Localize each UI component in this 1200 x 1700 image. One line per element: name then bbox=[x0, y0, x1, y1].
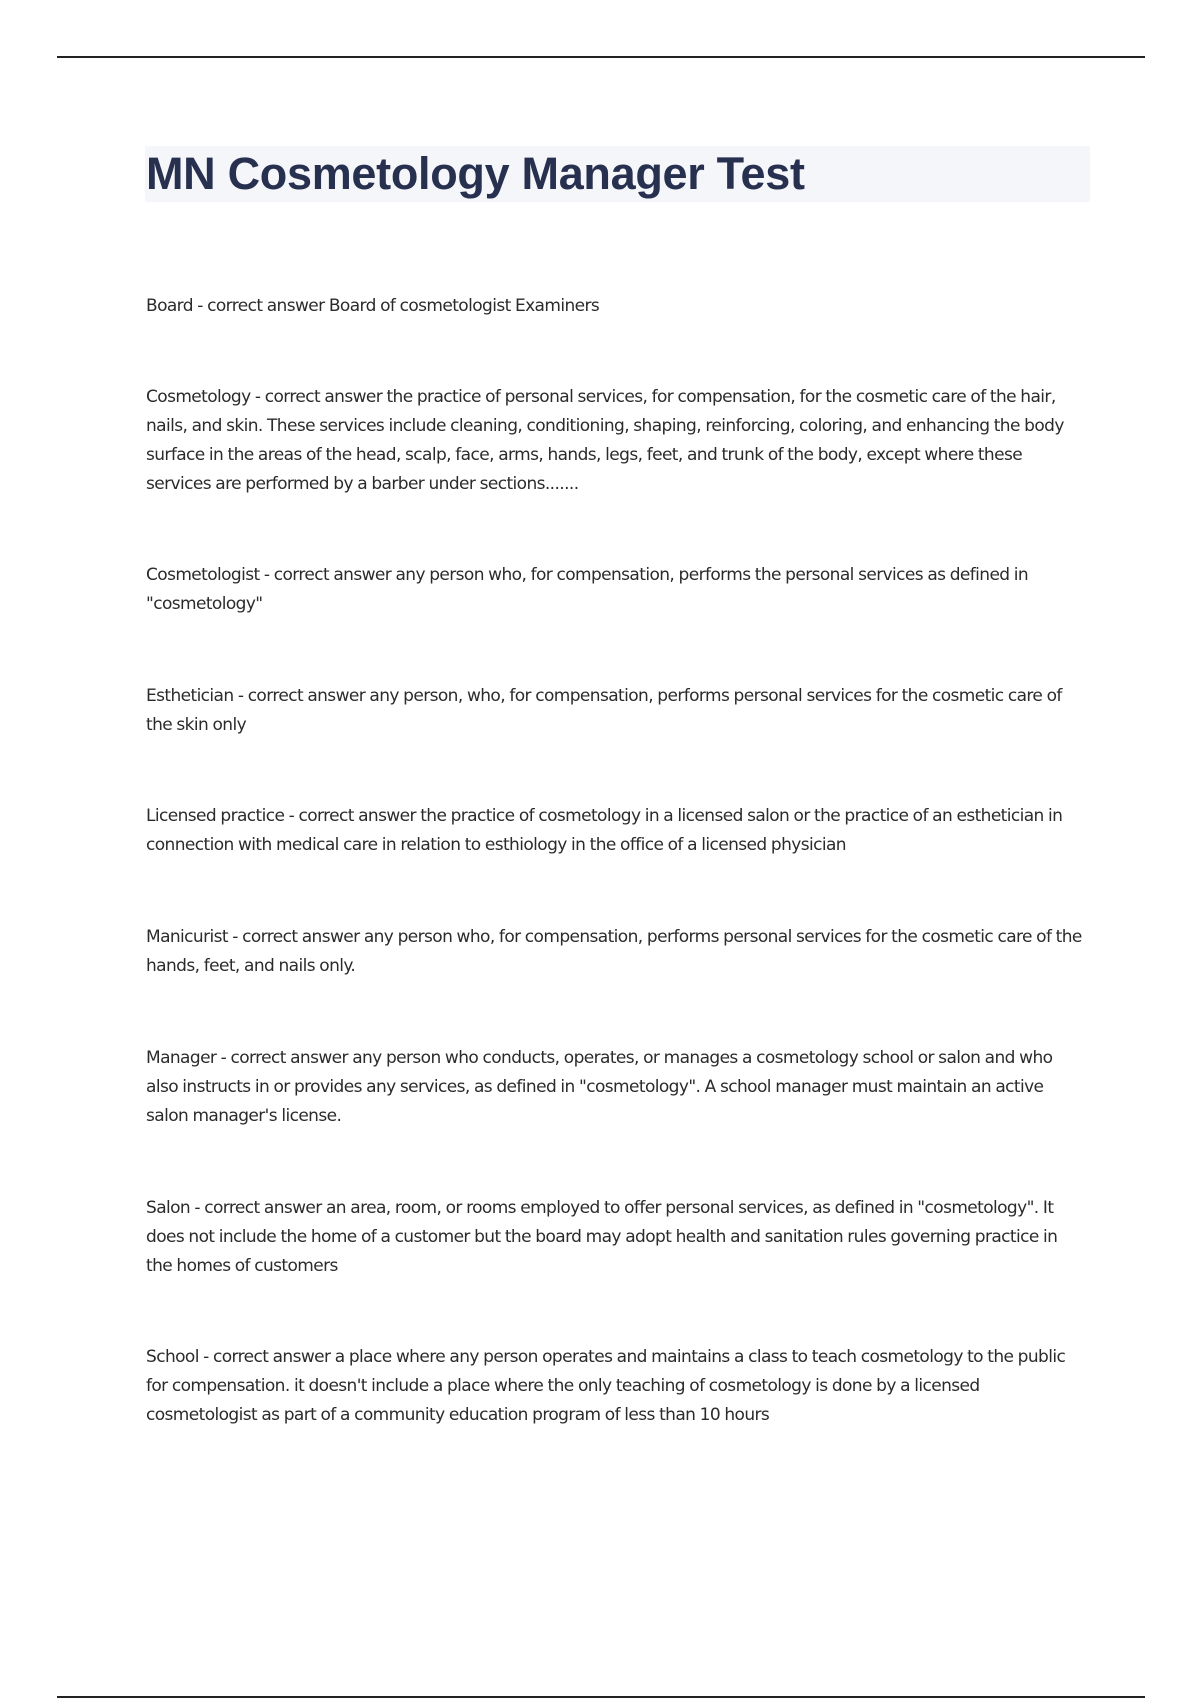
definition-board: Board - correct answer Board of cosmetologist Examiners bbox=[146, 296, 600, 316]
definition-salon: Salon - correct answer an area, room, or rooms employed to offer personal services, as defined in "cosmetology". It does not include the home of a customer but the board may adopt health and sanitation rules governing practice in the homes of customers bbox=[146, 1198, 1058, 1276]
definition-manicurist: Manicurist - correct answer any person who, for compensation, performs personal services for the cosmetic care of the hands, feet, and nails only. bbox=[146, 927, 1082, 976]
definition-manager: Manager - correct answer any person who conducts, operates, or manages a cosmetology school or salon and who also instructs in or provides any services, as defined in "cosmetology". A school manager must maintain an active salon manager's license. bbox=[146, 1048, 1053, 1126]
document-title: MN Cosmetology Manager Test bbox=[146, 148, 805, 199]
definition-cosmetologist: Cosmetologist - correct answer any person who, for compensation, performs the personal services as defined in "cosmetology" bbox=[146, 565, 1029, 614]
definition-school: School - correct answer a place where any person operates and maintains a class to teach cosmetology to the public for compensation. it doesn't include a place where the only teaching of cosmetology is done by a licensed cosmetologist as part of a community education program of less than 10 hours bbox=[146, 1347, 1066, 1425]
definition-esthetician: Esthetician - correct answer any person, who, for compensation, performs personal services for the cosmetic care of the skin only bbox=[146, 686, 1062, 735]
bottom-page-rule bbox=[57, 1696, 1145, 1698]
definition-licensed-practice: Licensed practice - correct answer the practice of cosmetology in a licensed salon or the practice of an esthetician in connection with medical care in relation to esthiology in the office of a licensed physician bbox=[146, 806, 1063, 855]
top-page-rule bbox=[57, 56, 1145, 58]
definition-cosmetology: Cosmetology - correct answer the practice of personal services, for compensation, for the cosmetic care of the hair, nails, and skin. These services include cleaning, conditioning, shaping, reinforcing, coloring, and enhancing the body surface in the areas of the head, scalp, face, arms, hands, legs, feet, and trunk of the body, except where these services are performed by a barber under sections....... bbox=[146, 387, 1064, 494]
